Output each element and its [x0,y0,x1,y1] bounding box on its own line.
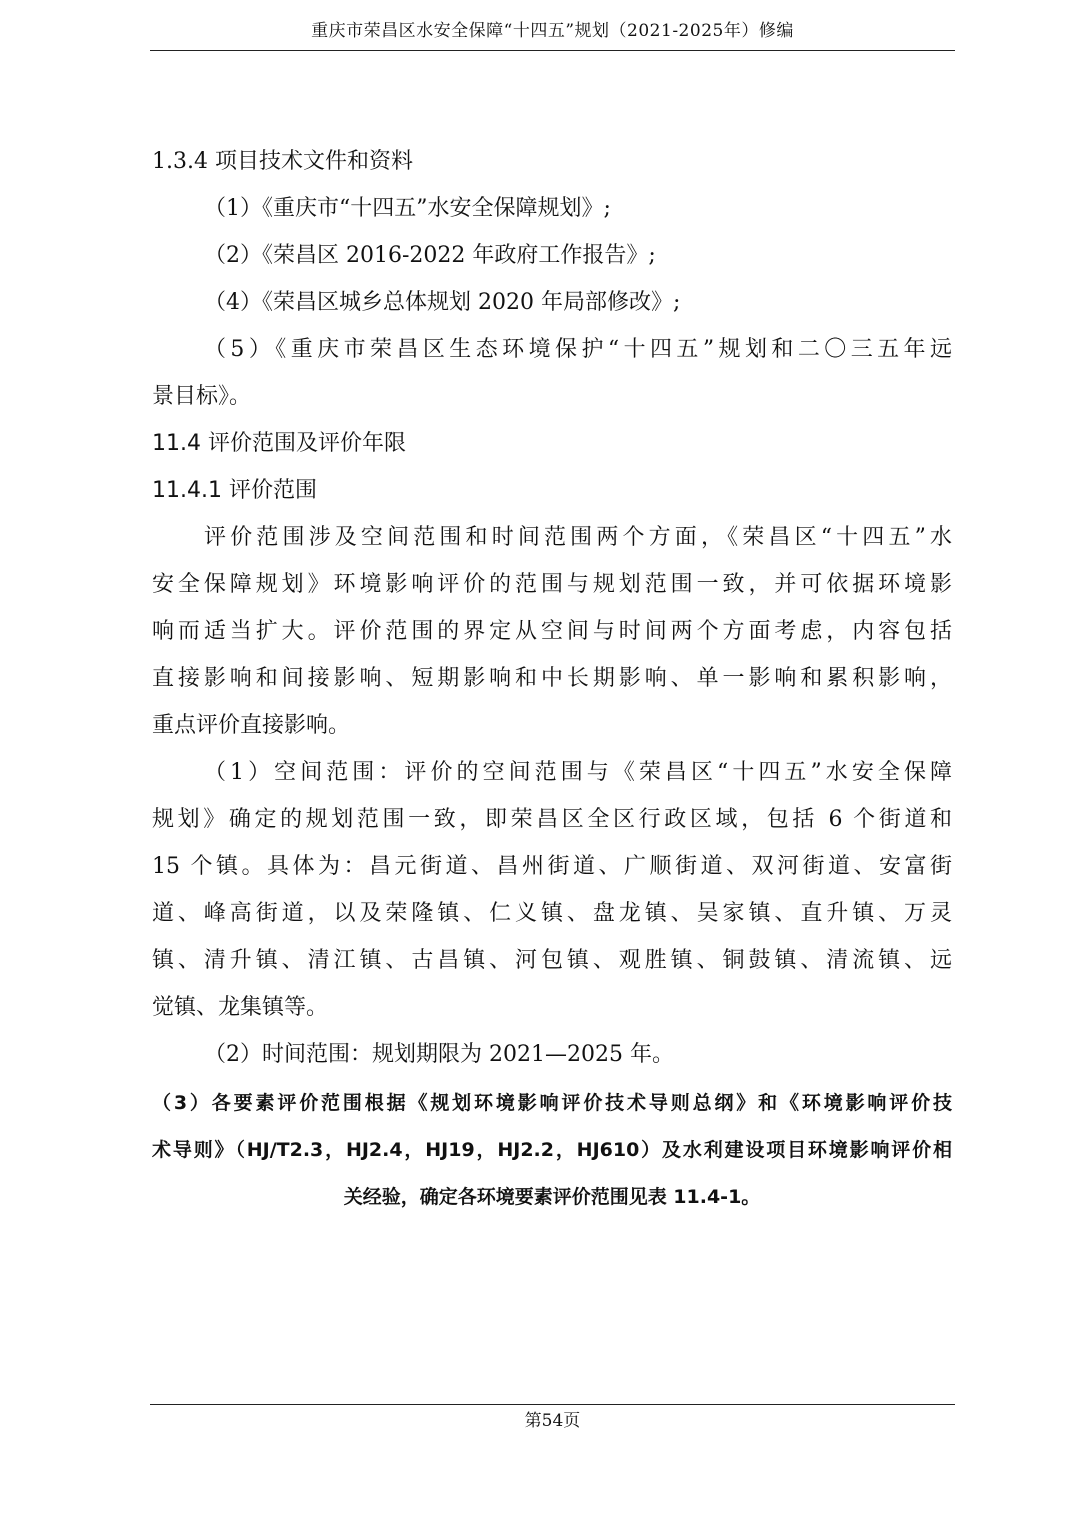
paragraph-4-line-3: 关经验，确定各环境要素评价范围见表 11.4-1。 [343,1186,761,1208]
paragraph-1-line-4: 直接影响和间接影响、短期影响和中长期影响、单一影响和累积影响， [152,666,952,691]
reference-item-4: （4）《荣昌区城乡总体规划 2020 年局部修改》; [204,290,681,315]
page-header [150,14,955,51]
section-heading-1-3-4: 1.3.4 项目技术文件和资料 [152,149,413,174]
reference-item-2: （2）《荣昌区 2016-2022 年政府工作报告》; [204,243,656,268]
paragraph-2-line-1: （1）空间范围：评价的空间范围与《荣昌区“十四五”水安全保障 [204,760,952,785]
paragraph-1-line-3: 响而适当扩大。评价范围的界定从空间与时间两个方面考虑，内容包括 [152,619,952,644]
paragraph-2-line-2: 规划》确定的规划范围一致，即荣昌区全区行政区域，包括 6 个街道和 [152,807,952,832]
section-heading-11-4-1: 11.4.1 评价范围 [152,478,317,503]
paragraph-2-line-6: 觉镇、龙集镇等。 [152,995,329,1020]
paragraph-4-line-1: （3）各要素评价范围根据《规划环境影响评价技术导则总纲》和《环境影响评价技 [152,1092,952,1114]
document-body [152,138,952,1221]
section-heading-11-4: 11.4 评价范围及评价年限 [152,431,406,456]
reference-item-5-line-1: （5）《重庆市荣昌区生态环境保护“十四五”规划和二〇三五年远 [204,337,952,362]
paragraph-2-line-5: 镇、清升镇、清江镇、古昌镇、河包镇、观胜镇、铜鼓镇、清流镇、远 [152,948,952,973]
reference-item-5-line-2: 景目标》。 [152,384,252,409]
paragraph-4 [152,1080,952,1221]
header-title: 重庆市荣昌区水安全保障“十四五”规划（2021-2025年）修编 [311,21,794,41]
paragraph-1-line-2: 安全保障规划》环境影响评价的范围与规划范围一致，并可依据环境影 [152,572,952,597]
paragraph-1-line-1: 评价范围涉及空间范围和时间范围两个方面，《荣昌区“十四五”水 [204,525,952,550]
paragraph-1-line-5: 重点评价直接影响。 [152,713,351,738]
paragraph-2-line-3: 15 个镇。具体为：昌元街道、昌州街道、广顺街道、双河街道、安富街 [152,854,952,879]
footer-divider [150,1404,955,1405]
page-number: 第54页 [524,1411,581,1431]
paragraph-4-line-2: 术导则》（HJ/T2.3，HJ2.4，HJ19，HJ2.2，HJ610）及水利建设项目环境影响评价相 [152,1139,952,1161]
paragraph-2-line-4: 道、峰高街道，以及荣隆镇、仁义镇、盘龙镇、吴家镇、直升镇、万灵 [152,901,952,926]
paragraph-3: （2）时间范围：规划期限为 2021—2025 年。 [204,1042,674,1067]
reference-item-1: （1）《重庆市“十四五”水安全保障规划》; [204,196,611,221]
page-footer [150,1408,955,1434]
